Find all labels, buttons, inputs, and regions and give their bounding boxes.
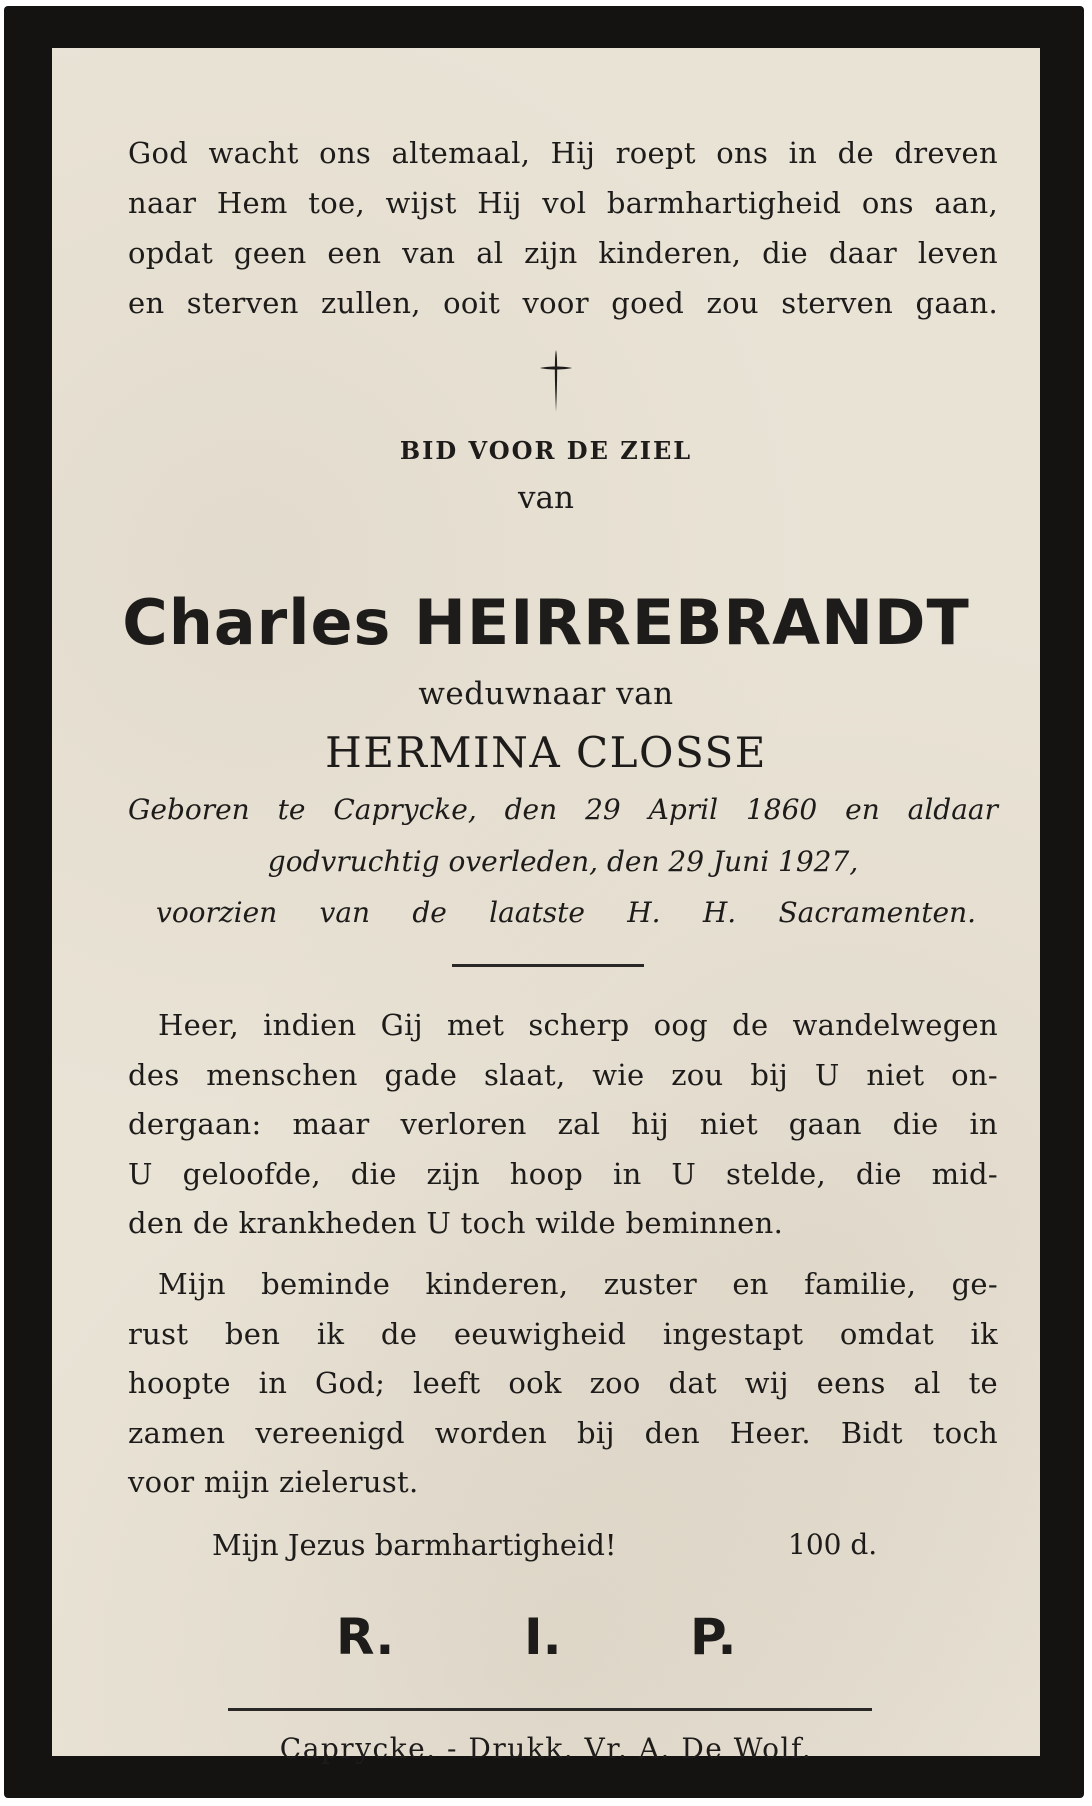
cross-icon: [536, 348, 576, 414]
prayer-paragraph: [128, 1001, 998, 1249]
preposition-van: van: [518, 480, 574, 516]
card-paper: [52, 48, 1040, 1765]
prayer-line: des menschen gade slaat, wie zou bij U niet on-: [128, 1057, 998, 1092]
spouse-name: HERMINA CLOSSE: [325, 728, 767, 777]
biography-line: Geboren te Caprycke, den 29 April 1860 en aldaar: [128, 793, 998, 826]
footer-divider: [228, 1708, 872, 1711]
rip-letter: P.: [690, 1608, 737, 1666]
poem-line: en sterven zullen, ooit voor goed zou sterven gaan.: [128, 286, 998, 320]
rip-letter: R.: [336, 1608, 395, 1666]
widower-label: weduwnaar van: [418, 676, 674, 712]
poem-line: God wacht ons altemaal, Hij roept ons in de dreven: [128, 136, 998, 170]
printer-imprint: Caprycke. - Drukk. Vr. A. De Wolf.: [279, 1732, 813, 1765]
indulgence-days: 100 d.: [788, 1528, 878, 1561]
farewell-line: rust ben ik de eeuwigheid ingestapt omdat ik: [128, 1316, 998, 1351]
rip-letter: I.: [524, 1608, 562, 1666]
opening-poem: [128, 128, 998, 328]
poem-line: opdat geen een van al zijn kinderen, die daar leven: [128, 236, 998, 270]
farewell-line: voor mijn zielerust.: [128, 1465, 419, 1499]
prayer-line: Heer, indien Gij met scherp oog de wandelwegen: [158, 1008, 998, 1042]
prayer-line: U geloofde, die zijn hoop in U stelde, die mid-: [128, 1156, 998, 1191]
prayer-line: dergaan: maar verloren zal hij niet gaan die in: [128, 1107, 998, 1141]
biography-line: godvruchtig overleden, den 29 Juni 1927,: [267, 845, 859, 878]
divider: [452, 964, 644, 967]
invocation: Mijn Jezus barmhartigheid!: [212, 1528, 617, 1562]
poem-line: naar Hem toe, wijst Hij vol barmhartigheid ons aan,: [128, 186, 998, 220]
farewell-line: zamen vereenigd worden bij den Heer. Bidt toch: [128, 1415, 998, 1450]
farewell-line: Mijn beminde kinderen, zuster en familie, ge-: [158, 1267, 998, 1301]
memorial-card: [4, 6, 1084, 1798]
farewell-line: hoopte in God; leeft ook zoo dat wij eens al te: [128, 1366, 998, 1400]
deceased-name: Charles HEIRREBRANDT: [122, 586, 970, 659]
biography-line: voorzien van de laatste H. H. Sacramenten.: [156, 896, 976, 929]
prayer-line: den de krankheden U toch wilde beminnen.: [128, 1206, 784, 1240]
prayer-request: BID VOOR DE ZIEL: [399, 436, 693, 465]
farewell-paragraph: [128, 1260, 998, 1508]
